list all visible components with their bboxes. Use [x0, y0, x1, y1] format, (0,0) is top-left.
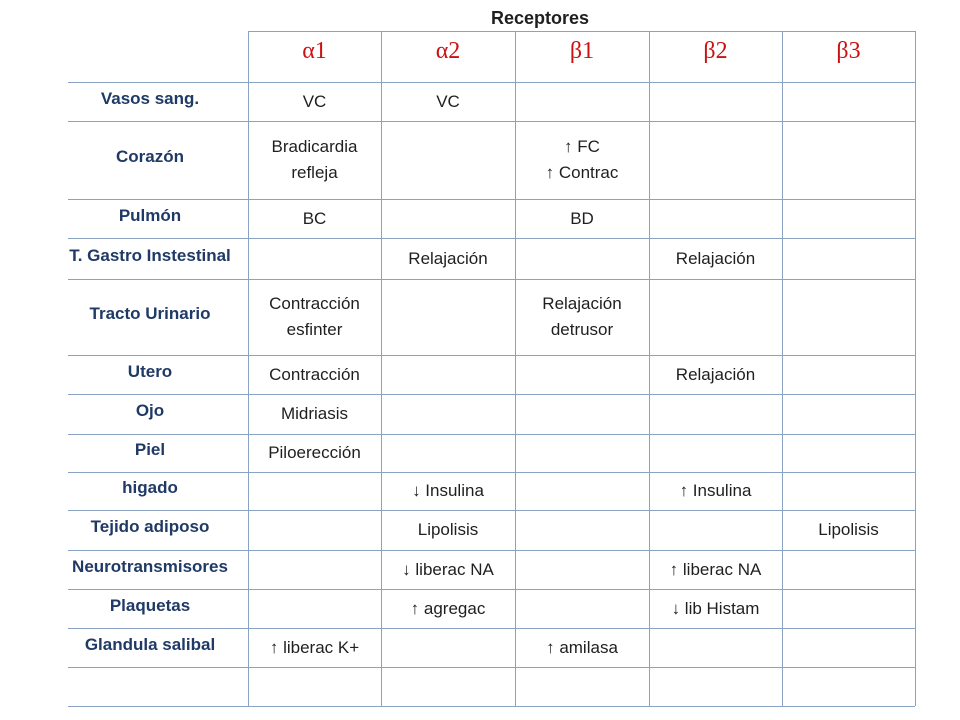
grid-line-horizontal: [68, 472, 915, 473]
row-label: Piel: [134, 440, 166, 459]
cell-text: VC: [436, 91, 460, 111]
grid-line-horizontal: [68, 628, 915, 629]
row-label: Tejido adiposo: [90, 517, 210, 536]
grid-line-horizontal: [68, 550, 915, 551]
cell-text: detrusor: [550, 320, 614, 339]
row-label: Ojo: [135, 401, 165, 420]
cell-text: ↑ amilasa: [546, 637, 618, 657]
receptor-header-2: α2: [435, 38, 461, 64]
cell-text: Relajación: [675, 248, 756, 268]
grid-line-horizontal: [248, 31, 915, 32]
cell-text: refleja: [291, 163, 338, 182]
row-label: Vasos sang.: [100, 88, 200, 108]
table-cell: [218, 362, 411, 388]
table-cell: [218, 440, 411, 466]
grid-line-horizontal: [68, 238, 915, 239]
cell-text: VC: [302, 91, 327, 111]
table-cell: [218, 206, 411, 232]
table-cell: [218, 291, 411, 343]
table-title: Receptores: [490, 8, 590, 28]
cell-text: ↑ agregac: [410, 598, 486, 618]
cell-text: ↓ liberac NA: [402, 559, 494, 579]
grid-line-horizontal: [68, 394, 915, 395]
row-label: Pulmón: [118, 205, 182, 225]
grid-line-horizontal: [68, 706, 915, 707]
cell-text: BD: [570, 208, 594, 228]
cell-text: ↓ Insulina: [412, 481, 484, 500]
cell-text: ↓ lib Histam: [671, 598, 760, 618]
cell-text: Contracción: [269, 294, 360, 313]
table-cell: [218, 635, 411, 661]
table-cell: [351, 89, 545, 115]
grid-line-horizontal: [68, 82, 915, 83]
grid-line-horizontal: [68, 667, 915, 668]
receptor-header-5: β3: [836, 38, 861, 64]
grid-line-horizontal: [68, 279, 915, 280]
grid-line-horizontal: [68, 355, 915, 356]
cell-text: Relajación: [408, 248, 488, 268]
cell-text: Piloerección: [268, 443, 361, 462]
cell-text: Relajación: [675, 364, 756, 384]
table-cell: [218, 134, 411, 186]
cell-text: ↑ FC: [564, 137, 600, 156]
table-cell: [619, 246, 812, 272]
cell-text: ↑ Contrac: [545, 163, 619, 182]
cell-text: Contracción: [269, 364, 360, 384]
cell-text: Bradicardia: [271, 137, 358, 156]
row-label: Plaquetas: [109, 595, 191, 615]
table-cell: [351, 246, 545, 272]
table-cell: [485, 134, 679, 186]
grid-line-horizontal: [68, 434, 915, 435]
cell-text: Lipolisis: [417, 520, 479, 539]
table-cell: [619, 478, 812, 504]
row-label: higado: [122, 478, 178, 497]
cell-text: BC: [302, 208, 327, 228]
cell-text: ↑ liberac K+: [269, 637, 360, 657]
table-cell: [485, 291, 679, 343]
table-cell: [619, 557, 812, 583]
table-cell: [351, 517, 545, 543]
row-label: T. Gastro Instestinal: [69, 245, 231, 265]
receptor-header-3: β1: [569, 38, 595, 64]
table-cell: [619, 362, 812, 388]
table-cell: [485, 206, 679, 232]
table-cell: [218, 401, 411, 427]
row-label: Neurotransmisores: [72, 556, 228, 576]
row-label: Glandula salibal: [84, 634, 216, 654]
row-label: Utero: [127, 361, 173, 381]
grid-line-horizontal: [68, 589, 915, 590]
cell-text: esfinter: [286, 320, 343, 339]
cell-text: Relajación: [542, 294, 622, 313]
table-cell: [619, 596, 812, 622]
row-label: Tracto Urinario: [89, 304, 211, 323]
table-cell: [351, 557, 545, 583]
cell-text: Midriasis: [280, 404, 349, 423]
grid-line-vertical: [915, 31, 916, 706]
grid-line-horizontal: [68, 199, 915, 200]
table-cell: [351, 596, 545, 622]
cell-text: ↑ Insulina: [679, 481, 752, 500]
table-cell: [752, 517, 945, 543]
table-cell: [351, 478, 545, 504]
row-label: Corazón: [116, 147, 184, 166]
grid-line-horizontal: [68, 510, 915, 511]
receptor-header-1: α1: [302, 38, 327, 64]
cell-text: Lipolisis: [818, 520, 879, 539]
grid-line-horizontal: [68, 121, 915, 122]
receptor-header-4: β2: [703, 38, 728, 64]
cell-text: ↑ liberac NA: [669, 559, 762, 579]
table-cell: [485, 635, 679, 661]
